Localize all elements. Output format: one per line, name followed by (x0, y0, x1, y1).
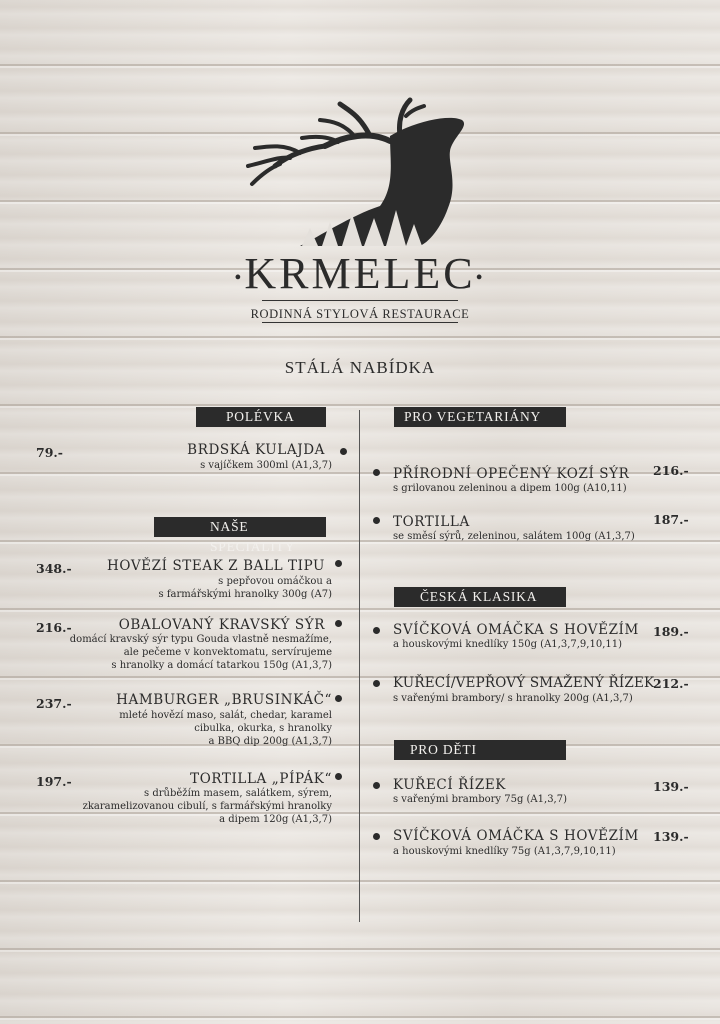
item-name: BRDSKÁ KULAJDA (187, 442, 325, 458)
item-price: 139.- (653, 829, 689, 844)
item-desc: domácí kravský sýr typu Gouda vlastně nesmažíme, ale pečeme v konvektomatu, servírujeme s hranolky a domácí tatarkou 150g (A1,3,7) (69, 634, 332, 671)
bullet-icon (335, 773, 342, 780)
bullet-icon (373, 517, 380, 524)
category-deti: PRO DĚTI (394, 740, 566, 760)
brand-title: KRMELEC (244, 249, 476, 298)
item-price: 197.- (36, 774, 72, 789)
item-price: 237.- (36, 696, 72, 711)
subtitle-rule-bottom (262, 322, 458, 323)
item-name: TORTILLA (393, 514, 470, 530)
item-desc: mleté hovězí maso, salát, chedar, karamel cibulka, okurka, s hranolky a BBQ dip 200g (A1,3,7) (119, 710, 332, 747)
menu-title: STÁLÁ NABÍDKA (284, 358, 436, 377)
bullet-icon (335, 560, 342, 567)
brand-dot-right: • (475, 266, 486, 289)
item-desc: a houskovými knedlíky 150g (A1,3,7,9,10,11) (393, 639, 622, 650)
item-desc: s vařenými brambory 75g (A1,3,7) (393, 794, 567, 805)
item-name: TORTILLA „PÍPÁK“ (190, 771, 332, 787)
item-desc: a houskovými knedlíky 75g (A1,3,7,9,10,11) (393, 846, 616, 857)
bullet-icon (373, 833, 380, 840)
category-polevka: POLÉVKA (196, 407, 326, 427)
item-name: PŘÍRODNÍ OPEČENÝ KOZÍ SÝR (393, 466, 630, 482)
brand-name (0, 249, 720, 300)
bullet-icon (335, 695, 342, 702)
item-name: KUŘECÍ ŘÍZEK (393, 777, 506, 793)
item-price: 79.- (36, 445, 63, 460)
bullet-icon (373, 680, 380, 687)
category-speciality: NAŠE SPECIALITY (154, 517, 326, 537)
brand-dot-left: • (234, 266, 245, 289)
deer-logo-icon (240, 96, 480, 256)
bullet-icon (340, 448, 347, 455)
item-desc: se směsí sýrů, zeleninou, salátem 100g (A1,3,7) (393, 531, 635, 542)
item-desc: s pepřovou omáčkou a s farmářskými hranolky 300g (A7) (158, 576, 332, 600)
item-desc: s grilovanou zeleninou a dipem 100g (A10,11) (393, 483, 627, 494)
item-price: 187.- (653, 512, 689, 527)
item-name: HOVĚZÍ STEAK Z BALL TIPU (107, 558, 325, 574)
bullet-icon (373, 627, 380, 634)
column-divider (359, 410, 360, 922)
item-name: OBALOVANÝ KRAVSKÝ SÝR (118, 617, 325, 633)
item-price: 348.- (36, 561, 72, 576)
item-price: 139.- (653, 779, 689, 794)
item-name: KUŘECÍ/VEPŘOVÝ SMAŽENÝ ŘÍZEK (393, 675, 655, 691)
item-name: SVÍČKOVÁ OMÁČKA S HOVĚZÍM (393, 828, 639, 844)
item-price: 189.- (653, 624, 689, 639)
category-klasika: ČESKÁ KLASIKA (394, 587, 566, 607)
item-desc: s vařenými brambory/ s hranolky 200g (A1,3,7) (393, 693, 633, 704)
item-price: 216.- (653, 463, 689, 478)
item-name: HAMBURGER „BRUSINKÁČ“ (116, 692, 332, 708)
brand-subtitle: RODINNÁ STYLOVÁ RESTAURACE (250, 307, 470, 321)
item-desc: s vajíčkem 300ml (A1,3,7) (200, 460, 332, 471)
item-price: 216.- (36, 620, 72, 635)
item-price: 212.- (653, 676, 689, 691)
item-name: SVÍČKOVÁ OMÁČKA S HOVĚZÍM (393, 622, 639, 638)
item-desc: s drůběžím masem, salátkem, sýrem, zkaramelizovanou cibulí, s farmářskými hranolky a dipem 120g (A1,3,7) (82, 788, 332, 825)
subtitle-rule-top (262, 300, 458, 301)
bullet-icon (373, 782, 380, 789)
bullet-icon (373, 469, 380, 476)
category-vegetariany: PRO VEGETARIÁNY (394, 407, 566, 427)
bullet-icon (335, 620, 342, 627)
